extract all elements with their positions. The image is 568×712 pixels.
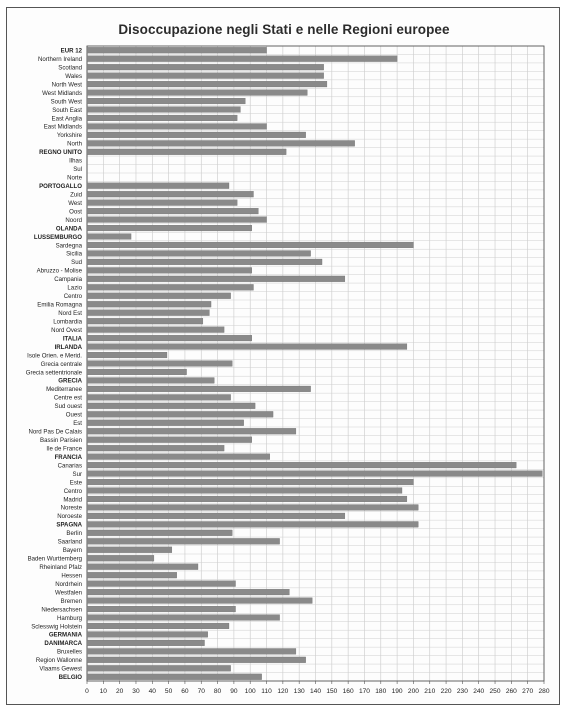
- category-label: Sardegna: [55, 242, 82, 250]
- bar-niedersachsen: [87, 606, 236, 612]
- x-tick-label: 220: [440, 688, 452, 695]
- x-tick-label: 200: [407, 688, 419, 695]
- x-tick-label: 230: [456, 688, 468, 695]
- bar-east-anglia: [87, 115, 237, 121]
- bar-madrid: [87, 496, 407, 502]
- category-label: REGNO UNITO: [39, 149, 82, 157]
- bar-mediterranee: [87, 386, 311, 392]
- bar-sicilia: [87, 251, 311, 257]
- x-tick-label: 100: [244, 688, 256, 695]
- bar-lazio: [87, 284, 253, 290]
- bar-berlin: [87, 530, 232, 536]
- x-tick-label: 110: [261, 688, 272, 695]
- category-label: Bremen: [60, 597, 82, 605]
- category-label: IRLANDA: [54, 343, 82, 351]
- x-tick-label: 260: [505, 688, 517, 695]
- category-label: Ile de France: [46, 445, 82, 453]
- bar-bremen: [87, 598, 312, 604]
- category-label: Ilhas: [69, 157, 82, 165]
- category-label: GERMANIA: [48, 631, 82, 639]
- category-label: GRECIA: [58, 377, 82, 385]
- x-tick-label: 40: [148, 688, 156, 695]
- category-label: LUSSEMBURGO: [33, 233, 82, 241]
- category-label: Vlaams Gewest: [39, 665, 82, 673]
- bar-hessen: [87, 572, 177, 578]
- x-tick-label: 270: [522, 688, 534, 695]
- x-tick-label: 90: [230, 688, 238, 695]
- x-tick-label: 130: [293, 688, 305, 695]
- bar-isole-orien-e-merid: [87, 352, 167, 358]
- bar-grecia-settentrionale: [87, 369, 187, 375]
- bar-zuid: [87, 191, 253, 197]
- x-tick-label: 10: [99, 688, 107, 695]
- x-tick-label: 180: [375, 688, 387, 695]
- x-tick-label: 70: [197, 688, 205, 695]
- category-label: Centre est: [53, 394, 82, 402]
- bar-wales: [87, 73, 324, 79]
- x-tick-label: 120: [277, 688, 289, 695]
- bar-oost: [87, 208, 258, 214]
- bar-yorkshire: [87, 132, 306, 138]
- bar-northern-ireland: [87, 56, 397, 62]
- x-tick-label: 0: [85, 688, 89, 695]
- bar-centro: [87, 488, 402, 494]
- category-label: Sicilia: [66, 250, 82, 258]
- x-tick-label: 80: [213, 688, 222, 695]
- category-label: South East: [52, 106, 82, 114]
- bar-north-west: [87, 81, 327, 87]
- category-label: Campania: [54, 276, 82, 284]
- x-tick-label: 50: [164, 688, 173, 695]
- category-label: Noord: [65, 216, 82, 224]
- bar-est: [87, 420, 244, 426]
- category-label: Baden Wurttemberg: [27, 555, 82, 563]
- bar-noreste: [87, 505, 418, 511]
- category-label: Hamburg: [56, 614, 82, 622]
- x-tick-label: 20: [115, 688, 124, 695]
- category-label: Centro: [63, 487, 82, 495]
- x-axis-ticks: [85, 681, 550, 695]
- bar-ile-de-france: [87, 445, 224, 451]
- category-label: FRANCIA: [54, 453, 82, 461]
- category-label: South West: [50, 98, 82, 106]
- category-label: Niedersachsen: [41, 606, 82, 614]
- bar-sud: [87, 259, 322, 265]
- category-label: Grecia settentrionale: [25, 369, 82, 377]
- category-label: Norte: [67, 174, 82, 182]
- bar-noroeste: [87, 513, 345, 519]
- bar-saarland: [87, 538, 280, 544]
- category-label: North: [67, 140, 82, 148]
- bar-spagna: [87, 521, 418, 527]
- category-label: OLANDA: [55, 225, 82, 233]
- bar-campania: [87, 276, 345, 282]
- bar-este: [87, 479, 413, 485]
- category-label: East Anglia: [51, 115, 82, 123]
- bar-east-midlands: [87, 124, 267, 130]
- category-label: Sur: [72, 470, 82, 478]
- bar-regno-unito: [87, 149, 286, 155]
- category-label: Mediterranee: [46, 386, 82, 394]
- category-label: Nord Est: [58, 310, 82, 317]
- category-label: Grecia centrale: [40, 360, 82, 368]
- x-tick-label: 280: [538, 688, 550, 695]
- category-label: Wales: [65, 72, 82, 80]
- category-labels: [26, 48, 83, 682]
- category-label: Bruxelles: [56, 648, 82, 656]
- category-label: Noroeste: [57, 513, 82, 521]
- x-tick-label: 170: [358, 688, 370, 695]
- bar-nord-pas-de-calais: [87, 428, 296, 434]
- category-label: Berlin: [66, 530, 82, 538]
- bar-hamburg: [87, 615, 280, 621]
- bar-ouest: [87, 411, 273, 417]
- category-label: PORTOGALLO: [39, 183, 82, 190]
- bar-lussemburgo: [87, 234, 131, 240]
- bar-sclesswig-holstein: [87, 623, 229, 629]
- bar-danimarca: [87, 640, 205, 646]
- category-label: Zuid: [70, 191, 82, 199]
- category-label: BELGIO: [58, 674, 82, 682]
- category-label: Nordrhein: [55, 580, 82, 588]
- bar-centro: [87, 293, 231, 299]
- x-tick-label: 250: [489, 688, 501, 695]
- category-label: West: [68, 199, 82, 207]
- category-label: Oost: [69, 208, 82, 216]
- category-label: West Midlands: [42, 89, 82, 97]
- category-label: Northern Ireland: [37, 56, 82, 63]
- bar-nord-ovest: [87, 327, 224, 333]
- category-label: Sud: [71, 259, 82, 267]
- x-tick-label: 60: [181, 688, 189, 695]
- bar-grecia-centrale: [87, 361, 232, 367]
- bar-sud-ouest: [87, 403, 255, 409]
- x-tick-label: 150: [326, 688, 338, 695]
- category-label: Est: [73, 420, 82, 428]
- bars: [87, 47, 542, 679]
- bar-south-east: [87, 107, 240, 113]
- category-label: Sul: [73, 166, 82, 174]
- bar-baden-wurttemberg: [87, 555, 154, 561]
- bar-sur: [87, 471, 542, 477]
- category-label: North West: [51, 81, 82, 89]
- bar-west-midlands: [87, 90, 307, 96]
- bar-nordrhein: [87, 581, 236, 587]
- category-label: Bassin Parisien: [40, 437, 82, 444]
- bar-noord: [87, 217, 267, 223]
- x-tick-label: 140: [309, 688, 322, 695]
- category-label: ITALIA: [62, 335, 82, 343]
- category-label: Rheinland Pfalz: [39, 564, 82, 571]
- bar-grecia: [87, 378, 214, 384]
- category-label: EUR 12: [60, 47, 82, 55]
- category-label: Este: [69, 479, 82, 487]
- bar-north: [87, 140, 355, 146]
- bar-rheinland-pfalz: [87, 564, 198, 570]
- category-label: Sud ouest: [54, 403, 82, 411]
- category-label: Isole Orien. e Merid.: [27, 352, 82, 360]
- category-label: Scotland: [58, 64, 82, 72]
- bar-vlaams-gewest: [87, 665, 231, 671]
- category-label: SPAGNA: [56, 521, 82, 529]
- x-tick-label: 30: [132, 688, 140, 695]
- category-label: Yorkshire: [56, 132, 82, 140]
- bar-abruzzo-molise: [87, 267, 252, 273]
- category-label: Nord Ovest: [51, 326, 82, 334]
- bar-sardegna: [87, 242, 413, 248]
- bar-germania: [87, 632, 208, 638]
- x-tick-label: 210: [424, 688, 436, 695]
- category-label: Sclesswig Holstein: [31, 623, 82, 631]
- category-label: Emilia Romagna: [37, 301, 82, 309]
- bar-centre-est: [87, 394, 231, 400]
- bar-bruxelles: [87, 648, 296, 654]
- bar-nord-est: [87, 310, 209, 316]
- bar-francia: [87, 454, 270, 460]
- category-label: Nord Pas De Calais: [28, 428, 82, 436]
- bar-portogallo: [87, 183, 229, 189]
- bar-eur-12: [87, 47, 267, 53]
- bar-scotland: [87, 64, 324, 70]
- category-label: Saarland: [57, 538, 82, 546]
- bar-emilia-romagna: [87, 301, 211, 307]
- category-label: Westfalen: [55, 589, 82, 597]
- category-label: East Midlands: [43, 123, 82, 131]
- bar-south-west: [87, 98, 245, 104]
- category-label: Lazio: [67, 284, 82, 292]
- category-label: Noreste: [60, 504, 82, 512]
- category-label: Region Wallonne: [35, 657, 82, 665]
- chart-title: Disoccupazione negli Stati e nelle Regioni europee: [118, 22, 450, 37]
- x-tick-label: 190: [391, 688, 403, 695]
- bar-italia: [87, 335, 252, 341]
- category-label: DANIMARCA: [44, 640, 82, 648]
- x-tick-label: 160: [342, 688, 354, 695]
- category-label: Centro: [63, 293, 82, 301]
- category-label: Lombardia: [53, 318, 82, 326]
- bar-lombardia: [87, 318, 203, 324]
- category-label: Madrid: [63, 496, 82, 504]
- bar-west: [87, 200, 237, 206]
- category-label: Ouest: [65, 411, 82, 419]
- bar-irlanda: [87, 344, 407, 350]
- bar-westfalen: [87, 589, 289, 595]
- category-label: Abruzzo - Molise: [36, 267, 82, 275]
- bar-olanda: [87, 225, 252, 231]
- bar-region-wallonne: [87, 657, 306, 663]
- bar-belgio: [87, 674, 262, 680]
- category-label: Canarias: [57, 462, 82, 470]
- category-label: Bayern: [62, 547, 82, 555]
- bar-bayern: [87, 547, 172, 553]
- bar-bassin-parisien: [87, 437, 252, 443]
- bar-canarias: [87, 462, 516, 468]
- x-tick-label: 240: [473, 688, 485, 695]
- category-label: Hessen: [61, 572, 82, 580]
